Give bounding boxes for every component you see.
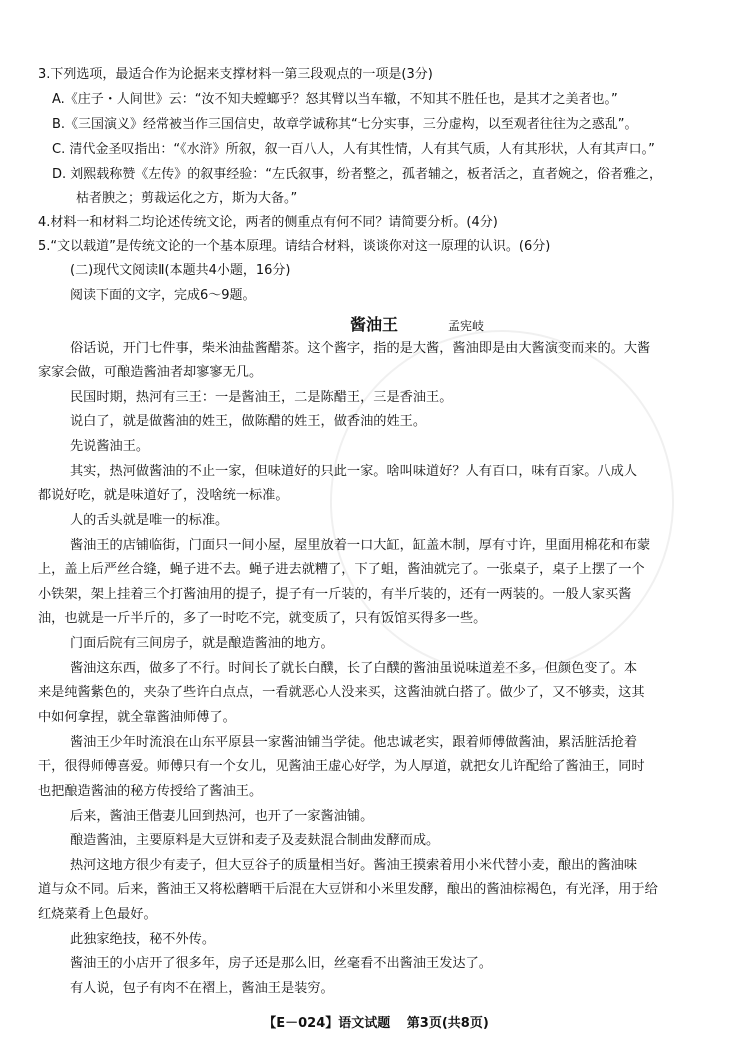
story-line: 也把酿造酱油的秘方传授给了酱油王。 (38, 784, 263, 799)
story-title: 酱油王 (350, 315, 399, 334)
question-5: 5.“文以载道”是传统文论的一个基本原理。请结合材料，谈谈你对这一原理的认识。(6分) (38, 239, 551, 254)
question-3-option-d-cont: 枯者腴之；剪裁运化之方，斯为大备。” (76, 191, 298, 206)
story-line: 中如何拿捏，就全靠酱油师傅了。 (38, 710, 236, 725)
question-4: 4.材料一和材料二均论述传统文论，两者的侧重点有何不同？请简要分析。(4分) (38, 215, 498, 230)
story-line: 上，盖上后严丝合缝，蝇子进不去。蝇子进去就糟了，下了蛆，酱油就完了。一张桌子，桌子上摆了一个 (38, 562, 645, 577)
story-line: 干，很得师傅喜爱。师傅只有一个女儿，见酱油王虚心好学，为人厚道，就把女儿许配给了酱油王，同时 (38, 759, 645, 774)
story-line: 酱油王的店铺临街，门面只一间小屋，屋里放着一口大缸，缸盖木制，厚有寸许，里面用棉花和布蒙 (70, 538, 651, 553)
story-line: 油，也就是一斤半斤的，多了一时吃不完，就变质了，只有饭馆买得多一些。 (38, 611, 487, 626)
page-footer (0, 1012, 752, 1031)
story-line: 都说好吃，就是味道好了，没啥统一标准。 (38, 488, 289, 503)
question-3-option-b: B.《三国演义》经常被当作三国信史，故章学诚称其“七分实事，三分虚构，以至观者往往为之惑乱”。 (52, 117, 638, 132)
question-3-option-a: A.《庄子・人间世》云：“汝不知夫螳螂乎？怒其臂以当车辙，不知其不胜任也，是其才之美者也。” (52, 92, 618, 107)
story-line: 酱油这东西，做多了不行。时间长了就长白醭，长了白醭的酱油虽说味道差不多，但颜色变了。本 (70, 661, 638, 676)
story-line: 门面后院有三间房子，就是酿造酱油的地方。 (70, 636, 334, 651)
story-line: 酿造酱油，主要原料是大豆饼和麦子及麦麸混合制曲发酵而成。 (70, 833, 440, 848)
story-author: 孟宪岐 (448, 319, 485, 333)
story-line: 说白了，就是做酱油的姓王，做陈醋的姓王，做香油的姓王。 (70, 414, 427, 429)
section-heading: (二)现代文阅读Ⅱ(本题共4小题，16分) (70, 263, 291, 278)
question-3: 3.下列选项，最适合作为论据来支撑材料一第三段观点的一项是(3分) (38, 67, 433, 82)
footer-exam-code: 【E－024】语文试题 (263, 1016, 391, 1031)
story-line: 俗话说，开门七件事，柴米油盐酱醋茶。这个酱字，指的是大酱，酱油即是由大酱演变而来的。大酱 (70, 341, 651, 356)
story-line: 道与众不同。后来，酱油王又将松蘑晒干后混在大豆饼和小米里发酵，酿出的酱油棕褐色，有光泽，用于给 (38, 882, 658, 897)
footer-page-number: 第3页(共8页) (406, 1016, 489, 1031)
story-line: 热河这地方很少有麦子，但大豆谷子的质量相当好。酱油王摸索着用小米代替小麦，酿出的酱油味 (70, 858, 638, 873)
story-line: 红烧菜肴上色最好。 (38, 907, 157, 922)
story-line: 此独家绝技，秘不外传。 (70, 932, 216, 947)
question-3-option-d: D. 刘熙载称赞《左传》的叙事经验：“左氏叙事，纷者整之，孤者辅之，板者活之，直者婉之，俗者雅之， (52, 167, 663, 182)
story-line: 后来，酱油王偕妻儿回到热河，也开了一家酱油铺。 (70, 809, 374, 824)
story-line: 酱油王的小店开了很多年，房子还是那么旧，丝毫看不出酱油王发达了。 (70, 956, 492, 971)
story-line: 家家会做，可酿造酱油者却寥寥无几。 (38, 365, 263, 380)
story-line: 有人说，包子有肉不在褶上，酱油王是装穷。 (70, 981, 334, 996)
story-line: 人的舌头就是唯一的标准。 (70, 513, 229, 528)
story-line: 其实，热河做酱油的不止一家，但味道好的只此一家。啥叫味道好？人有百口，味有百家。八成人 (70, 464, 638, 479)
story-line: 小铁架，架上挂着三个打酱油用的提子，提子有一斤装的，有半斤装的，还有一两装的。一般人家买酱 (38, 587, 632, 602)
section-instruction: 阅读下面的文字，完成6～9题。 (70, 288, 256, 303)
story-line: 先说酱油王。 (70, 439, 150, 454)
story-line: 来是纯酱紫色的，夹杂了些许白点点，一看就恶心人没来买，这酱油就白搭了。做少了，又不够卖，这其 (38, 685, 645, 700)
story-line: 民国时期，热河有三王：一是酱油王，二是陈醋王，三是香油王。 (70, 390, 453, 405)
story-line: 酱油王少年时流浪在山东平原县一家酱油铺当学徒。他忠诚老实，跟着师傅做酱油，累活脏活抢着 (70, 735, 638, 750)
question-3-option-c: C. 清代金圣叹指出：“《水浒》所叙，叙一百八人，人有其性情，人有其气质，人有其形状，人有其声口。” (52, 142, 655, 157)
